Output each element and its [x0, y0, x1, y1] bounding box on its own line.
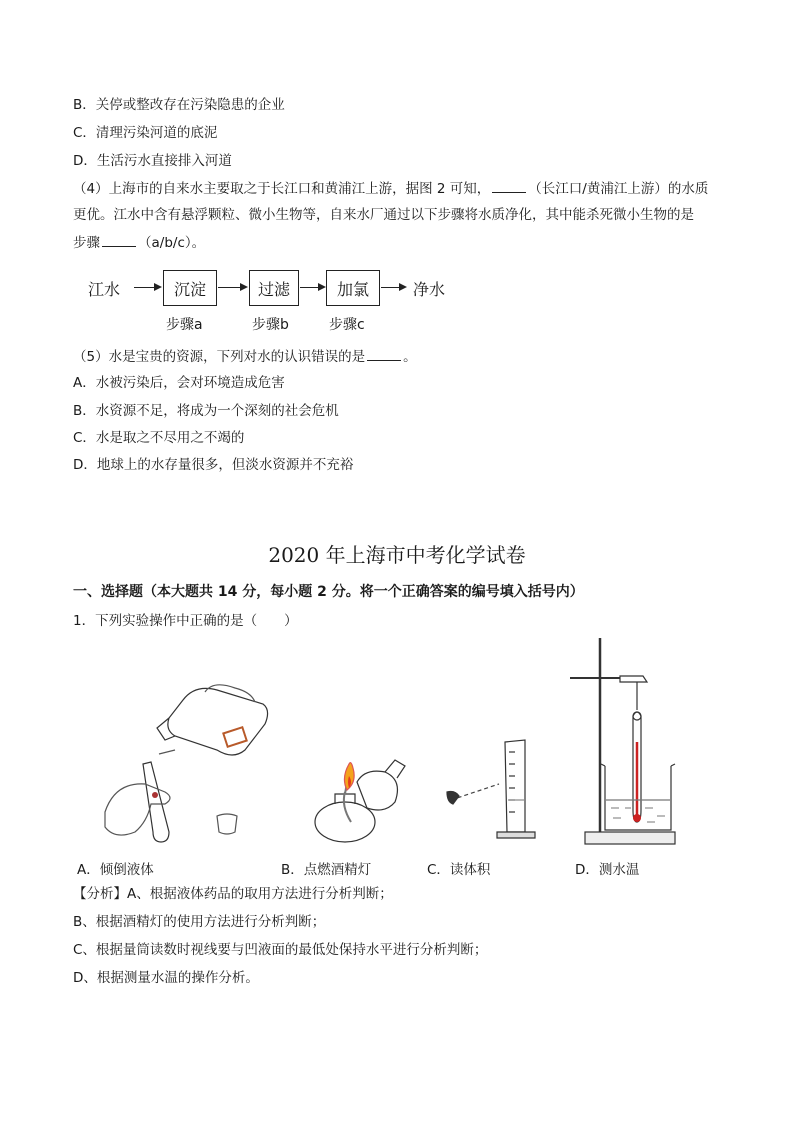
- flow-box-filtration: 过滤: [249, 270, 299, 306]
- option-c-label: C．读体积: [427, 862, 491, 878]
- alcohol-lamp-illustration: [315, 760, 405, 842]
- flow-box-chlorination: 加氯: [326, 270, 380, 306]
- analysis-d: D、根据测量水温的操作分析。: [73, 970, 259, 986]
- q5-stem-text: （5）水是宝贵的资源，下列对水的认识错误的是: [73, 349, 366, 365]
- analysis-a: 【分析】A、根据液体药品的取用方法进行分析判断；: [73, 886, 393, 902]
- option-b-label: B．点燃酒精灯: [281, 862, 372, 878]
- q3-option-b: B．关停或整改存在污染隐患的企业: [73, 97, 285, 113]
- q5-option-a: A．水被污染后，会对环境造成危害: [73, 375, 285, 391]
- q5-stem: [73, 347, 417, 366]
- purification-flow-diagram: [80, 268, 480, 338]
- analysis-c: C、根据量筒读数时视线要与凹液面的最低处保持水平进行分析判断；: [73, 942, 488, 958]
- q5-option-b: B．水资源不足，将成为一个深刻的社会危机: [73, 403, 339, 419]
- q1-stem: 1．下列实验操作中正确的是（ ）: [73, 613, 298, 629]
- q4-blank-1: [492, 179, 526, 193]
- lab-operations-illustration: [95, 632, 695, 852]
- flow-arrow-2: [218, 287, 246, 288]
- q3-option-d: D．生活污水直接排入河道: [73, 153, 232, 169]
- flow-box-sedimentation: 沉淀: [163, 270, 217, 306]
- flow-step-a: 步骤a: [166, 317, 203, 333]
- exam-title: 2020 年上海市中考化学试卷: [268, 543, 526, 567]
- q5-stem-end: 。: [403, 349, 417, 365]
- flow-arrow-3: [300, 287, 324, 288]
- q4-text-a: （4）上海市的自来水主要取之于长江口和黄浦江上游，据图 2 可知，: [73, 181, 491, 197]
- option-d-label: D．测水温: [575, 862, 640, 878]
- thermometer-beaker-illustration: [570, 638, 675, 844]
- pour-liquid-illustration: [105, 685, 268, 842]
- flow-source: 江水: [88, 280, 121, 299]
- flow-step-c: 步骤c: [329, 317, 365, 333]
- flow-arrow-4: [381, 287, 405, 288]
- q4-line-2: 更优。江水中含有悬浮颗粒、微小生物等，自来水厂通过以下步骤将水质净化，其中能杀死微小生物的是: [73, 207, 694, 223]
- q4-step-text: 步骤: [73, 235, 100, 251]
- q5-option-c: C．水是取之不尽用之不竭的: [73, 430, 245, 446]
- analysis-b: B、根据酒精灯的使用方法进行分析判断；: [73, 914, 326, 930]
- q4-line-3: [73, 233, 205, 252]
- flow-result: 净水: [413, 280, 446, 299]
- flow-arrow-1: [134, 287, 160, 288]
- section-heading: 一、选择题（本大题共 14 分，每小题 2 分。将一个正确答案的编号填入括号内）: [73, 584, 584, 600]
- option-a-label: A．倾倒液体: [77, 862, 154, 878]
- q4-choice-text: （a/b/c）。: [138, 235, 206, 251]
- q4-text-b: （长江口/黄浦江上游）的水质: [528, 181, 709, 197]
- graduated-cylinder-illustration: [447, 740, 535, 838]
- q4-blank-2: [102, 233, 136, 247]
- q3-option-c: C．清理污染河道的底泥: [73, 125, 218, 141]
- q5-option-d: D．地球上的水存量很多，但淡水资源并不充裕: [73, 457, 354, 473]
- q5-blank: [367, 347, 401, 361]
- q4-line-1: [73, 179, 708, 198]
- flow-step-b: 步骤b: [252, 317, 289, 333]
